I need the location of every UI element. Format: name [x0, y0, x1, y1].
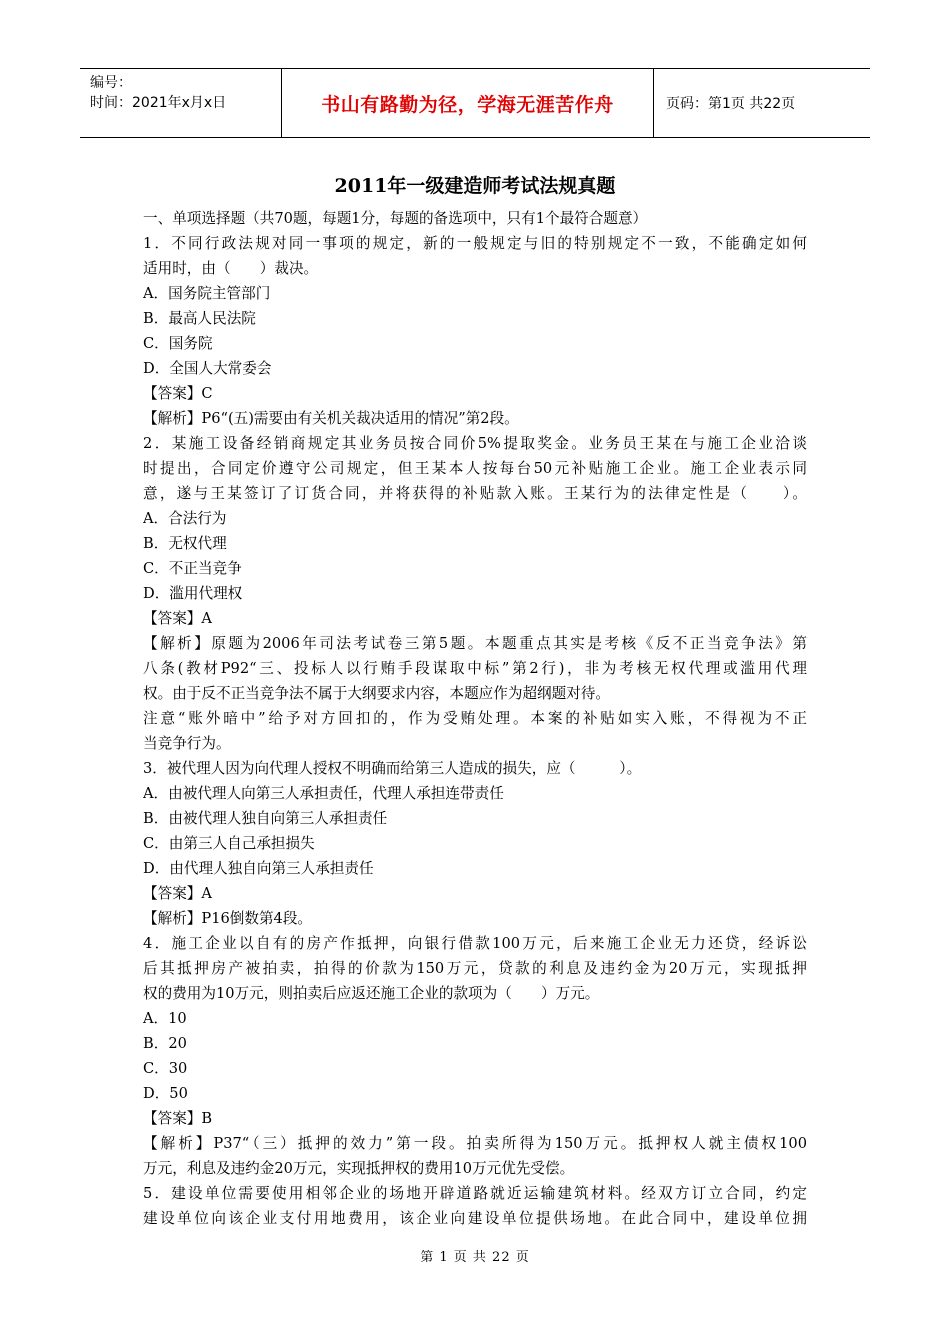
text-line: D．滥用代理权	[143, 585, 243, 602]
document-body	[143, 206, 807, 1231]
page-header	[80, 68, 870, 138]
text-line: 【解析】原题为2006年司法考试卷三第5题。本题重点其实是考核《反不正当竞争法》第	[143, 635, 807, 652]
text-line: A．国务院主管部门	[143, 285, 271, 302]
text-line: 后其抵押房产被拍卖，拍得的价款为150万元，贷款的利息及违约金为20万元，实现抵押	[143, 960, 807, 977]
text-line: 权。由于反不正当竞争法不属于大纲要求内容，本题应作为超纲题对待。	[143, 685, 611, 702]
text-line: 权的费用为10万元，则拍卖后应返还施工企业的款项为（ ）万元。	[143, 985, 600, 1002]
text-line: C．由第三人自己承担损失	[143, 835, 315, 852]
text-line: A．由被代理人向第三人承担责任，代理人承担连带责任	[143, 785, 504, 802]
text-line: 注意“账外暗中”给予对方回扣的，作为受贿处理。本案的补贴如实入账，不得视为不正	[143, 710, 807, 727]
text-line: 一、单项选择题（共70题，每题1分，每题的备选项中，只有1个最符合题意）	[143, 210, 648, 227]
text-line: 5．建设单位需要使用相邻企业的场地开辟道路就近运输建筑材料。经双方订立合同，约定	[143, 1185, 807, 1202]
text-line: 【解析】P6“(五)需要由有关机关裁决适用的情况”第2段。	[143, 410, 519, 427]
text-line: 【答案】C	[143, 385, 213, 402]
text-line: 【解析】P16倒数第4段。	[143, 910, 313, 927]
text-line: 4．施工企业以自有的房产作抵押，向银行借款100万元，后来施工企业无力还贷，经诉讼	[143, 935, 807, 952]
text-line: B．最高人民法院	[143, 310, 256, 327]
text-line: B．20	[143, 1035, 187, 1052]
text-line: 意，遂与王某签订了订货合同，并将获得的补贴款入账。王某行为的法律定性是（ ）。	[143, 485, 807, 502]
text-line: C．不正当竞争	[143, 560, 242, 577]
header-left-cell	[80, 69, 282, 137]
text-line: D．由代理人独自向第三人承担责任	[143, 860, 374, 877]
text-line: 2．某施工设备经销商规定其业务员按合同价5%提取奖金。业务员王某在与施工企业洽谈	[143, 435, 807, 452]
text-line: D．50	[143, 1085, 188, 1102]
text-line: D．全国人大常委会	[143, 360, 272, 377]
text-line: 当竞争行为。	[143, 735, 231, 752]
text-line: 八条(教材P92“三、投标人以行贿手段谋取中标”第2行)，非为考核无权代理或滥用代理	[143, 660, 807, 677]
text-line: A．合法行为	[143, 510, 227, 527]
text-line: B．无权代理	[143, 535, 227, 552]
text-line: 3．被代理人因为向代理人授权不明确而给第三人造成的损失，应（ ）。	[143, 760, 642, 777]
text-line: A．10	[143, 1010, 187, 1027]
header-page-info: 页码：第1页 共22页	[666, 96, 796, 112]
text-line: 时提出，合同定价遵守公司规定，但王某本人按每台50元补贴施工企业。施工企业表示同	[143, 460, 807, 477]
text-line: 适用时，由（ ）裁决。	[143, 260, 319, 277]
text-line: 【答案】A	[143, 610, 212, 627]
document-time-label: 时间：2021年x月x日	[90, 95, 227, 111]
text-line: 【答案】B	[143, 1110, 213, 1127]
document-title: 2011年一级建造师考试法规真题	[334, 175, 616, 197]
text-line: 建设单位向该企业支付用地费用，该企业向建设单位提供场地。在此合同中，建设单位拥	[143, 1210, 807, 1227]
text-line: B．由被代理人独自向第三人承担责任	[143, 810, 388, 827]
text-line: 【解析】P37“（三）抵押的效力”第一段。拍卖所得为150万元。抵押权人就主债权100	[143, 1135, 807, 1152]
text-line: 1．不同行政法规对同一事项的规定，新的一般规定与旧的特别规定不一致，不能确定如何	[143, 235, 807, 252]
text-line: C．国务院	[143, 335, 213, 352]
document-number-label: 编号：	[90, 75, 132, 91]
text-line: C．30	[143, 1060, 188, 1077]
text-line: 万元，利息及违约金20万元，实现抵押权的费用10万元优先受偿。	[143, 1160, 575, 1177]
page-footer: 第 1 页 共 22 页	[420, 1250, 530, 1265]
header-motto: 书山有路勤为径，学海无涯苦作舟	[282, 69, 654, 137]
text-line: 【答案】A	[143, 885, 212, 902]
